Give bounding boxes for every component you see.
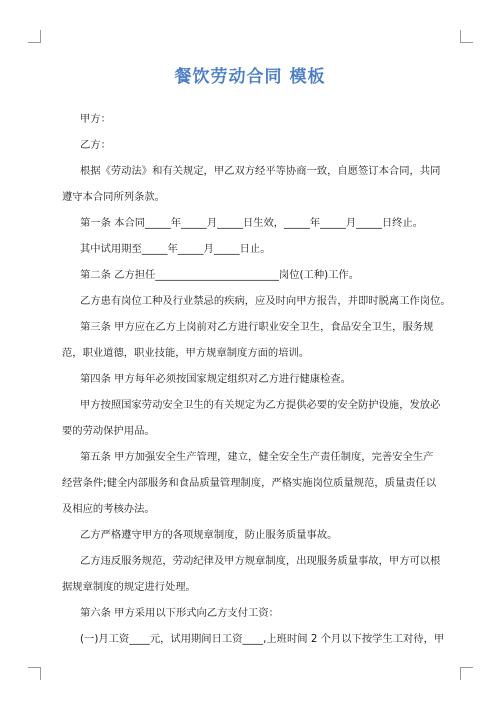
safety-equipment-paragraph: 甲方按照国家劳动安全卫生的有关规定为乙方提供必要的安全防护设施，发放必要的劳动保护用品。	[62, 399, 441, 437]
preamble-paragraph: 根据《劳动法》和有关规定，甲乙双方经平等协商一致，自愿签订本合同，共同遵守本合同所列条款。	[62, 165, 441, 203]
crop-mark-top-right	[460, 30, 473, 43]
article-3-training: 第三条 甲方应在乙方上岗前对乙方进行职业安全卫生，食品安全卫生，服务规范，职业道德，职业技能，甲方规章制度方面的培训。	[62, 321, 434, 359]
rules-compliance-paragraph: 乙方严格遵守甲方的各项规章制度，防止服务质量事故。	[80, 529, 338, 541]
crop-mark-top-left	[28, 30, 41, 43]
violation-handling-paragraph: 乙方违反服务规范，劳动纪律及甲方规章制度，出现服务质量事故，甲方可以根据规章制度的规定进行处理。	[62, 555, 441, 593]
crop-mark-bottom-left	[28, 667, 41, 680]
document-title: 餐饮劳动合同 模板	[174, 67, 326, 87]
party-b-line: 乙方：	[80, 139, 111, 151]
party-a-line: 甲方：	[80, 113, 111, 125]
article-6-wages: 第六条 甲方采用以下形式向乙方支付工资：	[80, 607, 279, 619]
article-4-health-check: 第四条 甲方每年必须按国家规定组织对乙方进行健康检查。	[80, 373, 351, 385]
wage-item-1: (一)月工资____元，试用期间日工资____,上班时间 2 个月以下按学生工对待，甲	[80, 633, 445, 645]
article-5-safety-management: 第五条 甲方加强安全生产管理，建立，健全安全生产责任制度，完善安全生产经营条件;健全内部服务和食品质量管理制度，严格实施岗位质量规范，质量责任以及相应的考核办法。	[62, 451, 437, 515]
document-body	[62, 106, 451, 652]
illness-report-paragraph: 乙方患有岗位工种及行业禁忌的疾病，应及时向甲方报告，并即时脱离工作岗位。	[80, 295, 451, 307]
probation-line: 其中试用期至_____年_____月_____日止。	[80, 243, 271, 255]
article-1-term: 第一条 本合同_____年_____月_____日生效，_____年_____月_____日终止。	[80, 217, 424, 229]
article-2-position: 第二条 乙方担任________________________岗位(工种)工作。	[80, 269, 360, 281]
crop-mark-bottom-right	[460, 667, 473, 680]
